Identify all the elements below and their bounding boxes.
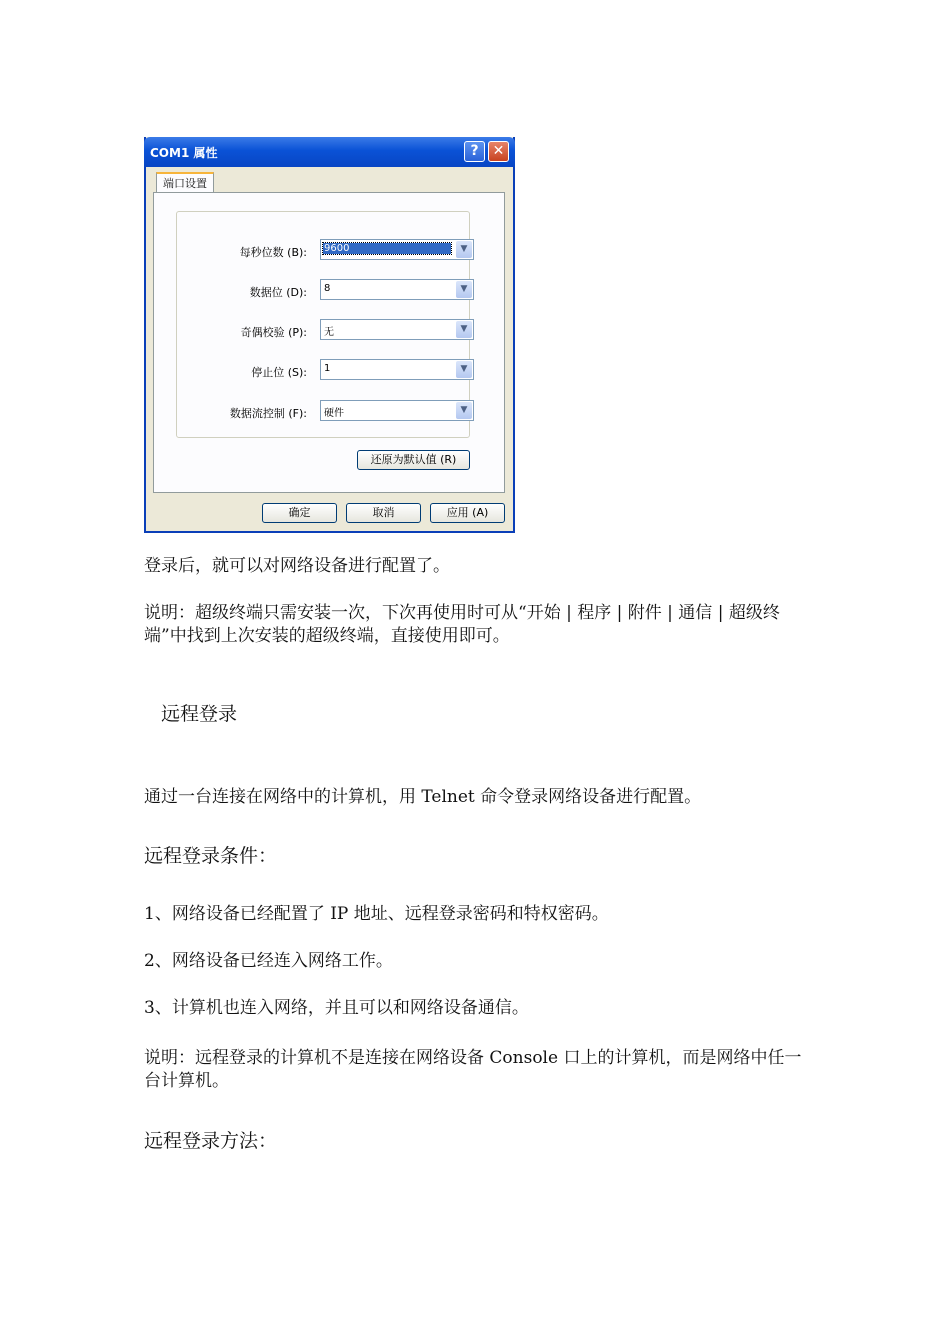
heading-remote-login-method: 远程登录方法：: [144, 1130, 278, 1152]
parity-label: 奇偶校验 (P):: [240, 326, 307, 339]
ok-button[interactable]: 确定: [262, 503, 337, 523]
help-icon[interactable]: ?: [464, 141, 485, 162]
condition-1: 1、网络设备已经配置了 IP 地址、远程登录密码和特权密码。: [144, 904, 609, 924]
paragraph-after-login: 登录后，就可以对网络设备进行配置了。: [144, 556, 450, 576]
cancel-button[interactable]: 取消: [346, 503, 421, 523]
stop-bits-value: 1: [324, 363, 331, 374]
stop-bits-label: 停止位 (S):: [251, 366, 307, 379]
chevron-down-icon[interactable]: ▼: [456, 281, 472, 298]
apply-button[interactable]: 应用 (A): [430, 503, 505, 523]
flow-control-select[interactable]: [320, 400, 474, 421]
bits-per-second-select[interactable]: [320, 239, 474, 260]
dialog-titlebar[interactable]: [144, 137, 515, 167]
tab-port-settings[interactable]: 端口设置: [156, 172, 214, 193]
condition-2: 2、网络设备已经连入网络工作。: [144, 951, 393, 971]
chevron-down-icon[interactable]: ▼: [456, 402, 472, 419]
data-bits-select[interactable]: [320, 279, 474, 300]
bits-per-second-label: 每秒位数 (B):: [239, 246, 307, 259]
chevron-down-icon[interactable]: ▼: [456, 241, 472, 258]
note-hyperterminal: 说明：超级终端只需安装一次，下次再使用时可从“开始 | 程序 | 附件 | 通信 | 超级终端”中找到上次安装的超级终端，直接使用即可。: [144, 603, 780, 646]
chevron-down-icon[interactable]: ▼: [456, 321, 472, 338]
dialog-title: COM1 属性: [150, 146, 218, 160]
data-bits-value: 8: [324, 283, 331, 294]
bits-per-second-value: 9600: [323, 243, 451, 254]
condition-3: 3、计算机也连入网络，并且可以和网络设备通信。: [144, 998, 529, 1018]
flow-control-value: 硬件: [324, 408, 344, 419]
heading-remote-login-conditions: 远程登录条件：: [144, 845, 278, 867]
settings-groupbox: [176, 211, 470, 438]
paragraph-telnet: 通过一台连接在网络中的计算机，用 Telnet 命令登录网络设备进行配置。: [144, 787, 702, 807]
flow-control-label: 数据流控制 (F):: [229, 407, 307, 420]
parity-value: 无: [324, 327, 334, 338]
restore-defaults-button[interactable]: 还原为默认值 (R): [357, 450, 470, 470]
com1-properties-dialog: [144, 137, 515, 533]
port-settings-panel: [153, 192, 505, 493]
chevron-down-icon[interactable]: ▼: [456, 361, 472, 378]
stop-bits-select[interactable]: [320, 359, 474, 380]
data-bits-label: 数据位 (D):: [249, 286, 307, 299]
close-icon[interactable]: ✕: [488, 141, 509, 162]
heading-remote-login: 远程登录: [161, 703, 238, 725]
note-remote-computer: 说明：远程登录的计算机不是连接在网络设备 Console 口上的计算机，而是网络中任一台计算机。: [144, 1048, 802, 1091]
parity-select[interactable]: [320, 319, 474, 340]
